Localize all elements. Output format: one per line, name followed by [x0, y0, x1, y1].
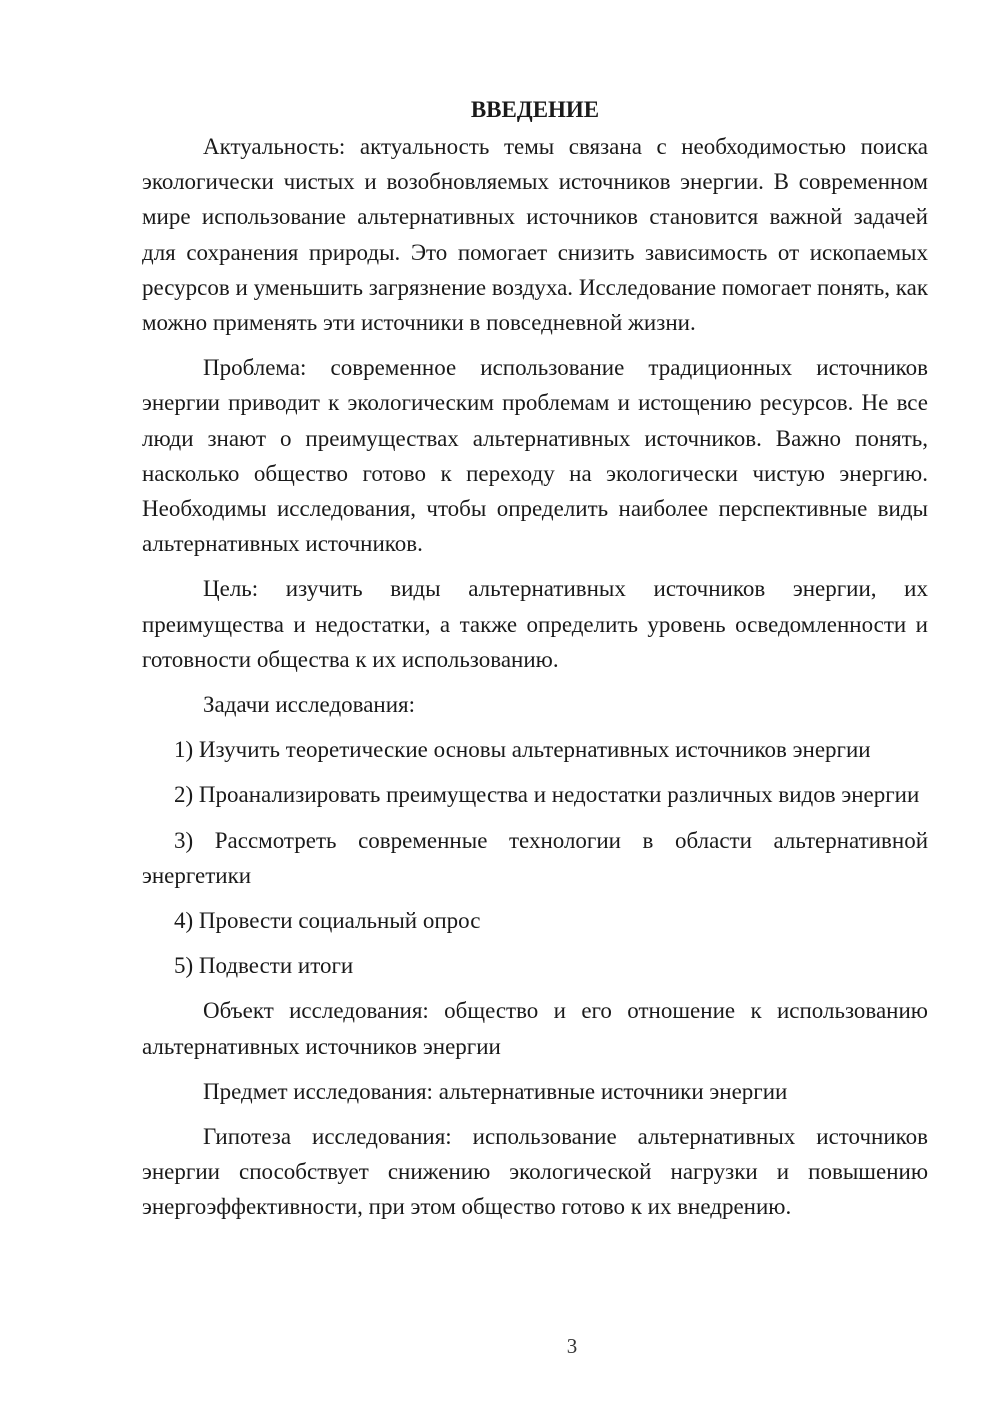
hypothesis-paragraph: Гипотеза исследования: использование альтернативных источников энергии способствует снижению экологической нагрузки и повышению энергоэффективности, при этом общество готово к их внедрению.: [142, 1124, 928, 1220]
task-item: 4) Провести социальный опрос: [174, 908, 481, 934]
section-heading: ВВЕДЕНИЕ: [470, 97, 600, 122]
page-number: 3: [566, 1334, 578, 1358]
goal-paragraph: Цель: изучить виды альтернативных источников энергии, их преимущества и недостатки, а также определить уровень осведомленности и готовности общества к их использованию.: [142, 576, 928, 672]
task-item: 3) Рассмотреть современные технологии в области альтернативной энергетики: [142, 827, 928, 888]
task-item: 2) Проанализировать преимущества и недостатки различных видов энергии: [174, 782, 920, 808]
document-page: [142, 92, 928, 1235]
relevance-paragraph: Актуальность: актуальность темы связана с необходимостью поиска экологически чистых и возобновляемых источников энергии. В современном мире использование альтернативных источников становится важной задачей для сохранения природы. Это помогает снизить зависимость от ископаемых ресурсов и уменьшить загрязнение воздуха. Исследование помогает понять, как можно применять эти источники в повседневной жизни.: [142, 134, 928, 336]
task-item: 5) Подвести итоги: [174, 953, 354, 979]
subject-paragraph: Предмет исследования: альтернативные источники энергии: [203, 1078, 788, 1104]
problem-paragraph: Проблема: современное использование традиционных источников энергии приводит к экологическим проблемам и истощению ресурсов. Не все люди знают о преимуществах альтернативных источников. Важно понять, насколько общество готово к переходу на экологически чистую энергию. Необходимы исследования, чтобы определить наиболее перспективные виды альтернативных источников.: [142, 355, 928, 557]
object-paragraph: Объект исследования: общество и его отношение к использованию альтернативных источников энергии: [142, 998, 928, 1059]
tasks-title: Задачи исследования:: [203, 692, 416, 718]
task-item: 1) Изучить теоретические основы альтернативных источников энергии: [174, 737, 871, 763]
